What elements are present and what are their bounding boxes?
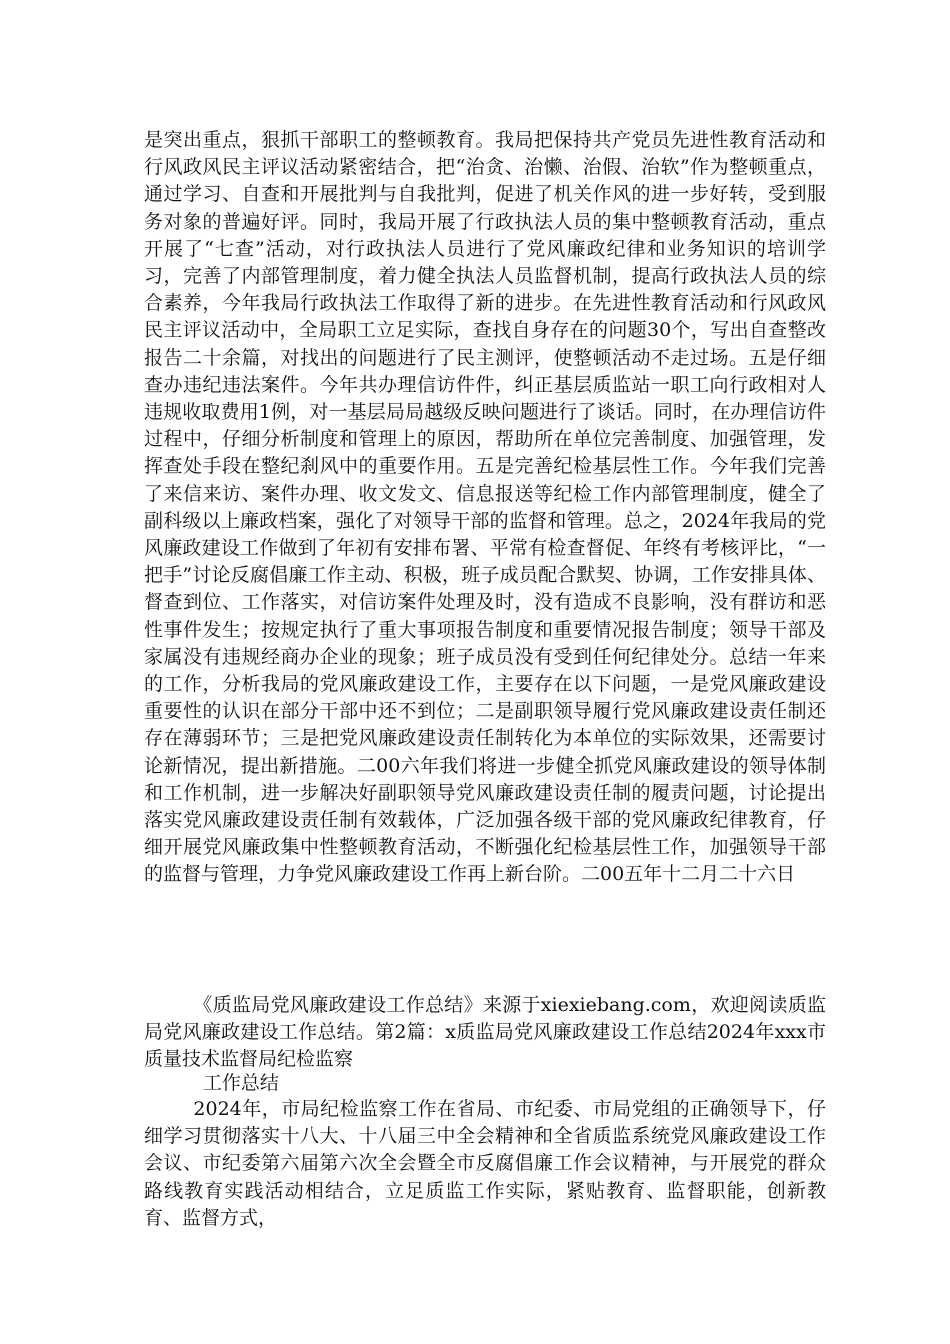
paragraph-3: 工作总结 xyxy=(202,1072,279,1094)
paragraph-heading xyxy=(144,1070,826,1097)
paragraph-summary xyxy=(144,1096,826,1232)
paragraph-source xyxy=(144,992,826,1074)
paragraph-2: 《质监局党风廉政建设工作总结》来源于xiexiebang.com，欢迎阅读质监局党风廉政建设工作总结。第2篇：x质监局党风廉政建设工作总结2024年xxx市质量技术监督局纪检监察 xyxy=(144,994,826,1071)
paragraph-1: 是突出重点，狠抓干部职工的整顿教育。我局把保持共产党员先进性教育活动和行风政风民主评议活动紧密结合，把“治贪、治懒、治假、治软”作为整顿重点，通过学习、自查和开展批判与自我批判，促进了机关作风的进一步好转，受到服务对象的普遍好评。同时，我局开展了行政执法人员的集中整顿教育活动，重点开展了“七查”活动，对行政执法人员进行了党风廉政纪律和业务知识的培训学习，完善了内部管理制度，着力健全执法人员监督机制，提高行政执法人员的综合素养，今年我局行政执法工作取得了新的进步。在先进性教育活动和行风政风民主评议活动中，全局职工立足实际，查找自身存在的问题30个，写出自查整改报告二十余篇，对找出的问题进行了民主测评，使整顿活动不走过场。五是仔细查办违纪违法案件。今年共办理信访件件，纠正基层质监站一职工向行政相对人违规收取费用1例，对一基层局局越级反映问题进行了谈话。同时，在办理信访件过程中，仔细分析制度和管理上的原因，帮助所在单位完善制度、加强管理，发挥查处手段在整纪刹风中的重要作用。五是完善纪检基层性工作。今年我们完善了来信来访、案件办理、收文发文、信息报送等纪检工作内部管理制度，健全了副科级以上廉政档案，强化了对领导干部的监督和管理。总之，2024年我局的党风廉政建设工作做到了年初有安排布署、平常有检查督促、年终有考核评比，“一把手”讨论反腐倡廉工作主动、积极，班子成员配合默契、协调，工作安排具体、督查到位、工作落实，对信访案件处理及时，没有造成不良影响，没有群访和恶性事件发生；按规定执行了重大事项报告制度和重要情况报告制度；领导干部及家属没有违规经商办企业的现象；班子成员没有受到任何纪律处分。总结一年来的工作，分析我局的党风廉政建设工作，主要存在以下问题，一是党风廉政建设重要性的认识在部分干部中还不到位；二是副职领导履行党风廉政建设责任制还存在薄弱环节；三是把党风廉政建设责任制转化为本单位的实际效果，还需要讨论新情况，提出新措施。二00六年我们将进一步健全抓党风廉政建设的领导体制和工作机制，进一步解决好副职领导党风廉政建设责任制的履责问题，讨论提出落实党风廉政建设责任制有效载体，广泛加强各级干部的党风廉政纪律教育，仔细开展党风廉政集中性整顿教育活动，不断强化纪检基层性工作，加强领导干部的监督与管理，力争党风廉政建设工作再上新台阶。二00五年十二月二十六日 xyxy=(144,129,826,886)
paragraph-main xyxy=(144,127,826,889)
paragraph-4: 2024年，市局纪检监察工作在省局、市纪委、市局党组的正确领导下，仔细学习贯彻落实十八大、十八届三中全会精神和全省质监系统党风廉政建设工作会议、市纪委第六届第六次全会暨全市反腐倡廉工作会议精神，与开展党的群众路线教育实践活动相结合，立足质监工作实际，紧贴教育、监督职能，创新教育、监督方式， xyxy=(144,1098,826,1229)
